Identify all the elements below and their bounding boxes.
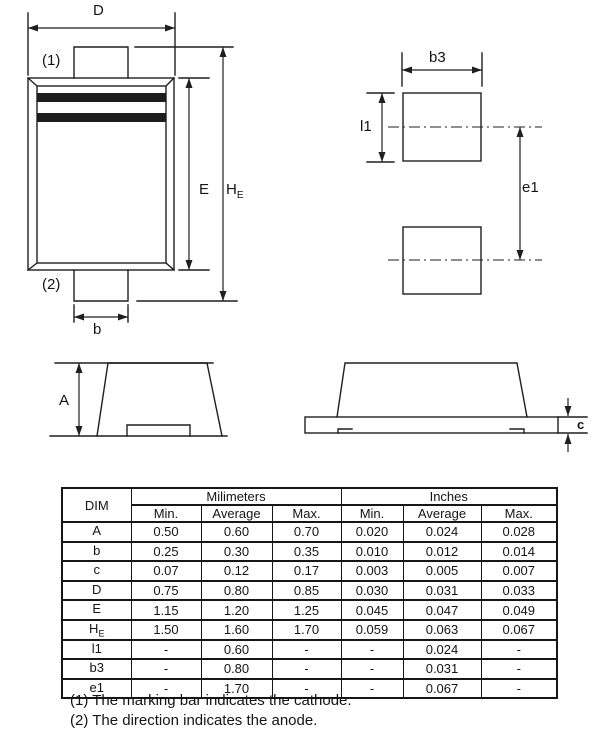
cathode-lead-outline bbox=[74, 47, 128, 78]
table-row: c 0.07 0.12 0.17 0.003 0.005 0.007 bbox=[62, 561, 557, 581]
dim-cell: b3 bbox=[62, 659, 131, 679]
footnote-cathode: (1) The marking bar indicates the cathode. bbox=[70, 692, 352, 709]
dim-cell: c bbox=[62, 561, 131, 581]
millimeters-header-cell: Milimeters bbox=[131, 488, 341, 505]
anode-lead-outline bbox=[74, 270, 128, 301]
table-row: e1 - 1.70 - - 0.067 - bbox=[62, 679, 557, 699]
note-ref-1: (1) bbox=[42, 52, 61, 69]
inches-header-cell: Inches bbox=[341, 488, 557, 505]
table-row: l1 - 0.60 - - 0.024 - bbox=[62, 640, 557, 660]
side-view-c-drawing bbox=[305, 363, 587, 452]
dim-label-d: D bbox=[93, 2, 104, 19]
table-row: E 1.15 1.20 1.25 0.045 0.047 0.049 bbox=[62, 600, 557, 620]
dim-cell: E bbox=[62, 600, 131, 620]
footnote-anode: (2) The direction indicates the anode. bbox=[70, 712, 318, 729]
table-header-row-units bbox=[62, 488, 557, 505]
dim-cell: A bbox=[62, 522, 131, 542]
dim-label-c: c bbox=[577, 417, 585, 432]
dim-label-e1: e1 bbox=[522, 179, 539, 196]
lead-bar-outline bbox=[305, 417, 558, 433]
footnotes bbox=[70, 691, 352, 731]
package-body-inner-outline bbox=[37, 86, 166, 263]
dim-label-he: $H_E$ bbox=[226, 181, 244, 201]
dim-label-b3: b3 bbox=[429, 49, 446, 66]
pad-layout-drawing bbox=[367, 53, 542, 294]
dim-label-e: E bbox=[199, 181, 210, 198]
side-view-a-drawing bbox=[50, 363, 227, 436]
dim-cell: D bbox=[62, 581, 131, 601]
lead-foot-outline bbox=[127, 425, 190, 436]
table-row: D 0.75 0.80 0.85 0.030 0.031 0.033 bbox=[62, 581, 557, 601]
package-body-outline bbox=[28, 78, 174, 270]
table-header-row-stats: Min. Average Max. Min. Average Max. bbox=[62, 505, 557, 522]
dim-header-cell: DIM bbox=[62, 488, 131, 522]
table-row: A 0.50 0.60 0.70 0.020 0.024 0.028 bbox=[62, 522, 557, 542]
dim-label-a: A bbox=[59, 392, 70, 409]
dim-cell: $H_E$ bbox=[62, 620, 131, 640]
marking-bar bbox=[37, 93, 166, 102]
dim-label-b: b bbox=[93, 321, 102, 338]
body-profile-outline bbox=[337, 363, 527, 417]
dim-cell: l1 bbox=[62, 640, 131, 660]
dim-cell: e1 bbox=[62, 679, 131, 699]
dim-cell: b bbox=[62, 542, 131, 562]
table-row: $H_E$ 1.50 1.60 1.70 0.059 0.063 0.067 bbox=[62, 620, 557, 640]
marking-bar bbox=[37, 113, 166, 122]
note-ref-2: (2) bbox=[42, 276, 61, 293]
table-row: b 0.25 0.30 0.35 0.010 0.012 0.014 bbox=[62, 542, 557, 562]
dimensions-table bbox=[61, 487, 558, 699]
table-row: b3 - 0.80 - - 0.031 - bbox=[62, 659, 557, 679]
dim-label-l1: l1 bbox=[360, 118, 372, 135]
